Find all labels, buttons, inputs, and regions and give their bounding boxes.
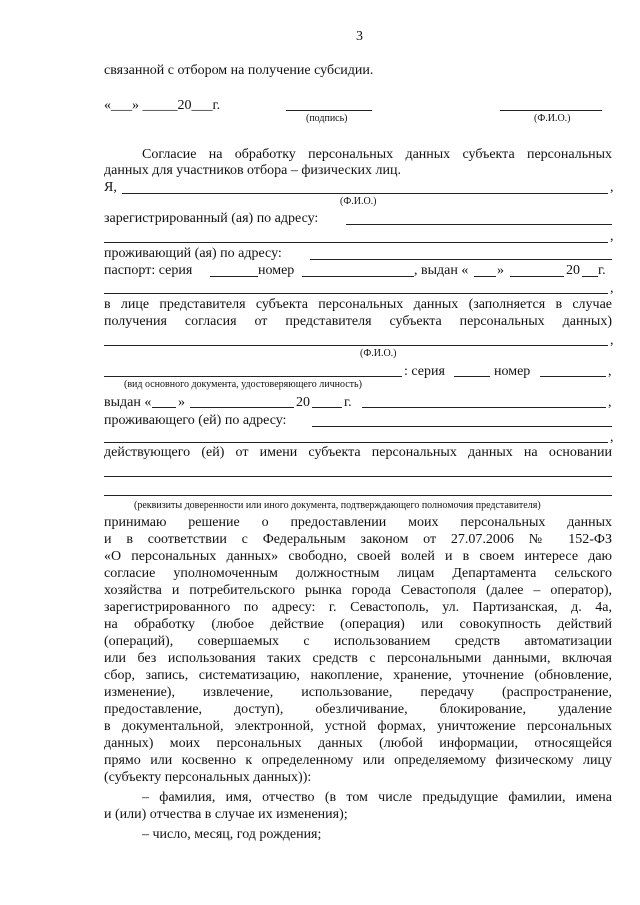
issued2-issuer-field[interactable] [362,407,606,408]
body-line: изменение), извлечение, использование, передачу (распространение, [104,685,612,700]
body-line: данных) моих персональных данных (любой информации, относящейся [104,736,612,751]
body-line: зарегистрированного по адресу: г. Севастополь, ул. Партизанская, д. 4а, [104,600,612,615]
consent-title-line-2: данных для участников отбора – физических лиц. [104,163,401,178]
passport-issued-label: , выдан « [414,263,469,278]
doc-series-label: : серия [404,364,445,379]
doc-type-field[interactable] [104,376,402,377]
signature-caption: (подпись) [306,113,348,124]
representative-line-1: в лице представителя субъекта персональных данных (заполняется в случае [104,297,612,312]
body-line: согласие уполномоченным должностным лицам Департамента сельского [104,566,612,581]
residing2-address-field[interactable] [312,426,612,427]
acting-line: действующего (ей) от имени субъекта персональных данных на основании [104,445,612,460]
passport-month-field[interactable] [510,276,564,277]
issued2-month-field[interactable] [190,407,294,408]
body-line: прямо или косвенно к определенному или определяемому физическому лицу [104,753,612,768]
representative-line-2: получения согласия от представителя субъекта персональных данных) [104,314,612,329]
bullet-1-line-2: и (или) отчества в случае их изменения); [104,807,348,822]
issued2-label: выдан « [104,395,152,410]
registered-address-field-2[interactable] [104,242,608,243]
fio-signature-line [500,110,602,111]
comma: , [608,364,612,379]
comma: , [610,333,614,348]
consent-title-line-1: Согласие на обработку персональных данных субъекта персональных [142,147,612,162]
signature-line [286,110,372,111]
doc-number-field[interactable] [540,376,606,377]
registered-address-field[interactable] [346,224,612,225]
body-line: (субъекту персональных данных)): [104,770,312,785]
doc-number-label: номер [494,364,531,379]
doc-caption: (вид основного документа, удостоверяющего личность) [124,379,362,390]
representative-fio-field[interactable] [104,345,608,346]
registered-label: зарегистрированный (ая) по адресу: [104,211,319,226]
residing2-label: проживающего (ей) по адресу: [104,413,287,428]
bullet-2: – число, месяц, год рождения; [142,827,322,842]
power-doc-field[interactable] [104,476,612,477]
intro-line: связанной с отбором на получение субсидии. [104,63,374,78]
body-line: (операций), совершаемых с использованием средств автоматизации [104,634,612,649]
issued2-year-field[interactable] [312,407,342,408]
passport-number-label: номер [258,263,295,278]
issued2-year-suffix: г. [344,395,352,410]
date-template: «___» _____20___г. [104,98,221,113]
passport-quote-close: » [497,263,504,278]
passport-day-field[interactable] [474,276,496,277]
power-caption: (реквизиты доверенности или иного документа, подтверждающего полномочия представителя) [134,500,541,511]
comma: , [610,180,614,195]
doc-series-field[interactable] [454,376,490,377]
issued2-year-prefix: 20 [296,395,310,410]
power-doc-field-2[interactable] [104,495,612,496]
body-line: предоставление, доступ), обезличивание, блокирование, удаление [104,702,612,717]
passport-year-field[interactable] [582,276,598,277]
comma: , [608,395,612,410]
fio-field[interactable] [122,193,608,194]
i-label: Я, [104,180,117,195]
passport-year-prefix: 20 [566,263,580,278]
bullet-1-line-1: – фамилия, имя, отчество (в том числе предыдущие фамилии, имена [142,790,612,805]
passport-issuer-field[interactable] [104,293,608,294]
body-line: «О персональных данных» свободно, своей волей и в своем интересе даю [104,549,612,564]
body-line: хозяйства и потребительского рынка города Севастополя (далее – оператор), [104,583,612,598]
fio-caption-3: (Ф.И.О.) [360,348,397,359]
residing-address-field[interactable] [310,259,612,260]
page-number: 3 [356,29,363,44]
body-line: в документальной, электронной, устной формах, уничтожение персональных [104,719,612,734]
body-line: принимаю решение о предоставлении моих персональных данных [104,515,612,530]
comma: , [610,281,614,296]
residing-label: проживающий (ая) по адресу: [104,246,282,261]
body-line: на обработку (любое действие (операция) или совокупность действий [104,617,612,632]
fio-caption: (Ф.И.О.) [534,113,571,124]
body-line: или без использования таких средств с персональными данными, включая [104,651,612,666]
issued2-day-field[interactable] [152,407,176,408]
passport-series-field[interactable] [210,276,258,277]
issued2-quote-close: » [178,395,185,410]
passport-series-label: паспорт: серия [104,263,193,278]
comma: , [610,229,614,244]
body-line: сбор, запись, систематизацию, накопление, хранение, уточнение (обновление, [104,668,612,683]
residing2-address-field-2[interactable] [104,442,608,443]
fio-caption-2: (Ф.И.О.) [340,196,377,207]
body-line: и в соответствии с Федеральным законом от 27.07.2006 № 152-ФЗ [104,532,612,547]
passport-number-field[interactable] [302,276,414,277]
comma: , [610,430,614,445]
passport-year-suffix: г. [598,263,606,278]
